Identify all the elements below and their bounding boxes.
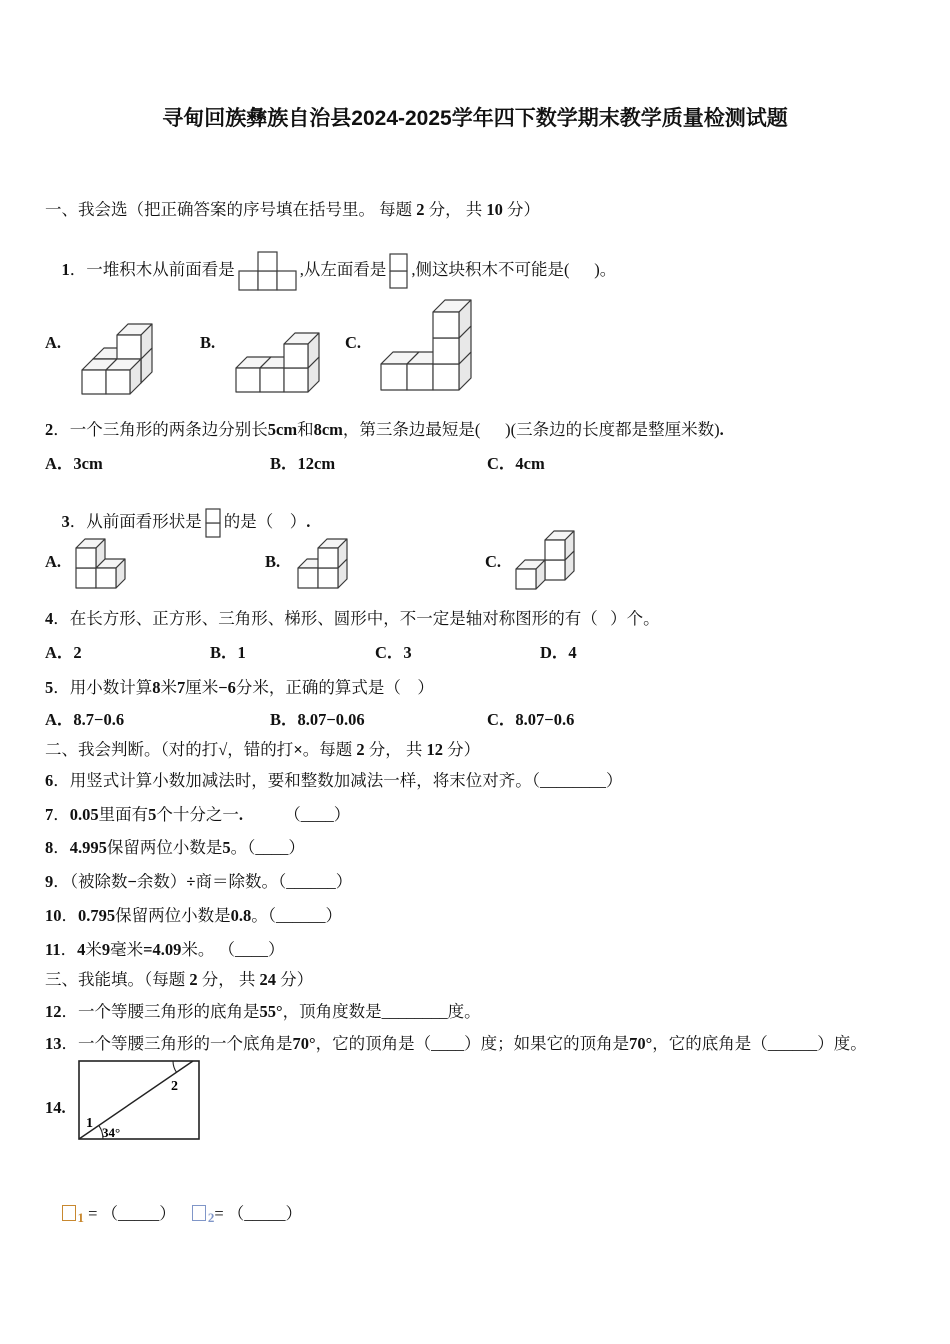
question-8: 8．4.995保留两位小数是5。（____） bbox=[45, 838, 305, 857]
option-b-label: B. bbox=[200, 333, 216, 352]
question-14-label: 14. bbox=[45, 1098, 66, 1117]
question-14-figure bbox=[78, 1060, 203, 1147]
option-a: A．3cm bbox=[45, 454, 103, 473]
question-5-options bbox=[0, 708, 950, 734]
option-c: C．4cm bbox=[487, 454, 545, 473]
option-a-label: A. bbox=[45, 552, 62, 571]
question-2: 2．一个三角形的两条边分别长5cm和8cm，第三条边最短是( )(三条边的长度都是整厘米数). bbox=[45, 420, 724, 439]
option-a-label: A. bbox=[45, 333, 62, 352]
missing-angle-glyph-2 bbox=[192, 1205, 206, 1221]
option-d: D．4 bbox=[540, 643, 577, 662]
option-a: A．2 bbox=[45, 643, 82, 662]
question-4: 4．在长方形、正方形、三角形、梯形、圆形中，不一定是轴对称图形的有（ ）个。 bbox=[45, 609, 660, 628]
question-2-options bbox=[0, 452, 950, 478]
degree-34-label: 34° bbox=[102, 1125, 121, 1140]
angle-1-label: 1 bbox=[86, 1116, 93, 1131]
option-c-cube-figure bbox=[380, 299, 472, 396]
question-9: 9．（被除数−余数）÷商＝除数。（______） bbox=[45, 872, 353, 891]
angle-2-label: 2 bbox=[171, 1079, 178, 1094]
angle-1-blank: = （_____） bbox=[84, 1204, 176, 1223]
option-b: B．8.07−0.06 bbox=[270, 710, 365, 729]
front-view-figure bbox=[238, 251, 297, 291]
missing-angle-glyph-1 bbox=[62, 1205, 76, 1221]
question-1-text-after: ,侧这块积木不可能是( )。 bbox=[411, 259, 617, 279]
section-2-header: 二、我会判断。（对的打√，错的打×。每题 2 分， 共 12 分） bbox=[45, 740, 481, 759]
angle-2-number: 2 bbox=[207, 1210, 215, 1225]
option-a-cube-figure bbox=[81, 323, 153, 400]
angle-diagram bbox=[78, 1060, 203, 1142]
question-4-options bbox=[0, 641, 950, 667]
option-b-label: B. bbox=[265, 552, 281, 571]
option-c: C．8.07−0.6 bbox=[487, 710, 575, 729]
question-13: 13．一个等腰三角形的一个底角是70°，它的顶角是（____）度；如果它的顶角是70°，它的底角是（______）度。 bbox=[45, 1034, 867, 1053]
page-title: 寻甸回族彝族自治县2024-2025学年四下数学期末教学质量检测试题 bbox=[162, 107, 788, 130]
option-c-label: C. bbox=[485, 552, 502, 571]
question-10: 10．0.795保留两位小数是0.8。（______） bbox=[45, 906, 342, 925]
option-b-cube-figure bbox=[235, 332, 320, 398]
option-c: C．3 bbox=[375, 643, 412, 662]
question-7: 7．0.05里面有5个十分之一. （____） bbox=[45, 805, 351, 824]
left-view-figure bbox=[389, 253, 408, 289]
question-1-options bbox=[45, 295, 905, 395]
question-5: 5．用小数计算8米7厘米−6分米，正确的算式是（ ） bbox=[45, 678, 434, 697]
option-b: B．1 bbox=[210, 643, 246, 662]
option-a-cube-figure bbox=[75, 538, 126, 594]
question-1-text-before: 1．一堆积木从前面看是 bbox=[61, 259, 235, 279]
angle-answer-blanks bbox=[45, 1178, 302, 1254]
section-1-header: 一、我会选（把正确答案的序号填在括号里。 每题 2 分， 共 10 分） bbox=[45, 200, 540, 219]
angle-2-blank: = （_____） bbox=[214, 1204, 302, 1223]
question-3-text-after: 的是（ ）. bbox=[223, 511, 311, 531]
option-b: B．12cm bbox=[270, 454, 336, 473]
question-1-text-mid: ,从左面看是 bbox=[299, 259, 387, 279]
option-c-cube-figure bbox=[515, 530, 575, 595]
question-12: 12．一个等腰三角形的底角是55°，顶角度数是________度。 bbox=[45, 1002, 481, 1021]
question-3-options bbox=[45, 530, 905, 592]
option-b-cube-figure bbox=[297, 538, 348, 594]
angle-1-number: 1 bbox=[77, 1210, 84, 1225]
section-3-header: 三、我能填。（每题 2 分， 共 24 分） bbox=[45, 970, 314, 989]
option-a: A．8.7−0.6 bbox=[45, 710, 125, 729]
question-3-text-before: 3．从前面看形状是 bbox=[61, 511, 202, 531]
option-c-label: C. bbox=[345, 333, 362, 352]
question-11: 11．4米9毫米=4.09米。 （____） bbox=[45, 940, 285, 959]
question-6: 6．用竖式计算小数加减法时，要和整数加减法一样，将末位对齐。（________） bbox=[45, 771, 623, 790]
